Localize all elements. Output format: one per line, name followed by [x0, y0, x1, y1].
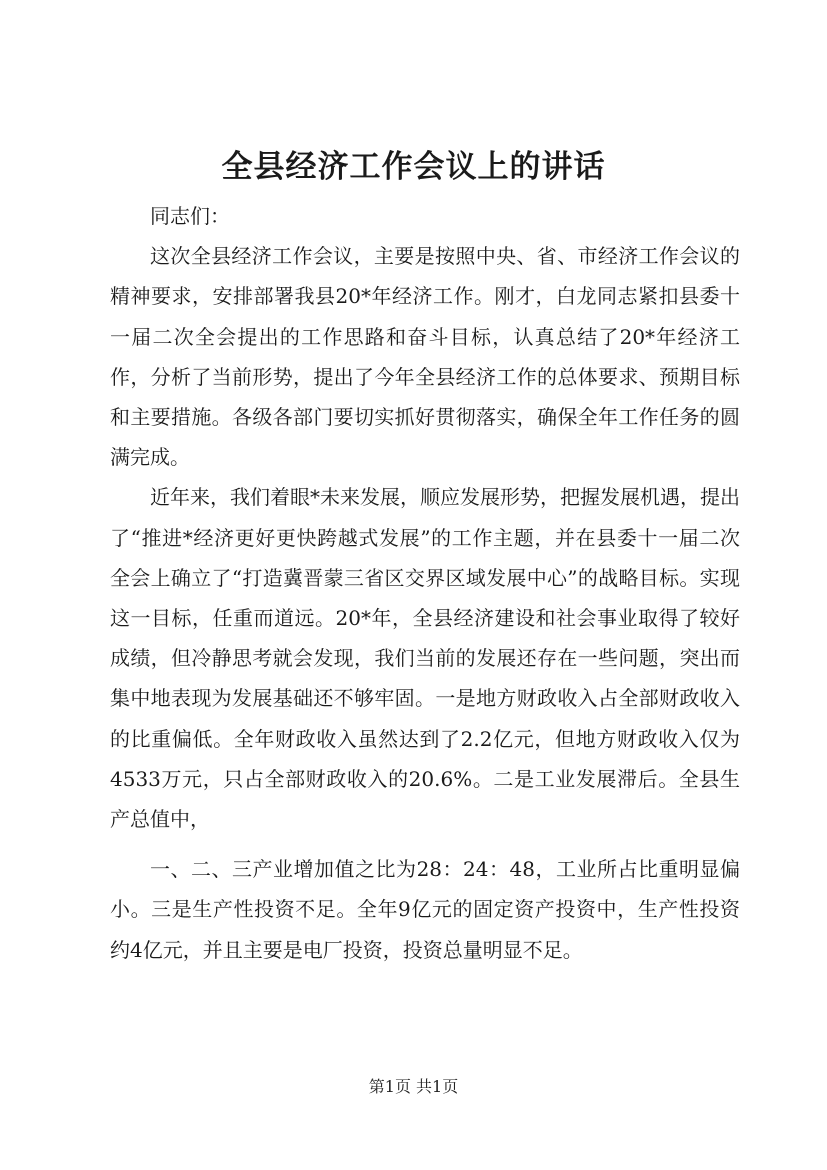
body-paragraph: 近年来，我们着眼*未来发展，顺应发展形势，把握发展机遇，提出了“推进*经济更好更快跨越式发展”的工作主题，并在县委十一届二次全会上确立了“打造冀晋蒙三省区交界区域发展中心”的战略目标。实现这一目标，任重而道远。20*年，全县经济建设和社会事业取得了较好成绩，但冷静思考就会发现，我们当前的发展还存在一些问题，突出而集中地表现为发展基础还不够牢固。一是地方财政收入占全部财政收入的比重偏低。全年财政收入虽然达到了2.2亿元，但地方财政收入仅为4533万元，只占全部财政收入的20.6%。二是工业发展滞后。全县生产总值中，	[110, 485, 740, 832]
body-paragraph: 这次全县经济工作会议，主要是按照中央、省、市经济工作会议的精神要求，安排部署我县20*年经济工作。刚才，白龙同志紧扣县委十一届二次全会提出的工作思路和奋斗目标，认真总结了20*年经济工作，分析了当前形势，提出了今年全县经济工作的总体要求、预期目标和主要措施。各级各部门要切实抓好贯彻落实，确保全年工作任务的圆满完成。	[110, 244, 740, 470]
page-footer: 第1页 共1页	[368, 1077, 459, 1096]
page-title: 全县经济工作会议上的讲话	[221, 149, 606, 185]
document-body	[110, 196, 740, 970]
body-paragraph: 一、二、三产业增加值之比为28：24：48，工业所占比重明显偏小。三是生产性投资不足。全年9亿元的固定资产投资中，生产性投资约4亿元，并且主要是电厂投资，投资总量明显不足。	[110, 857, 740, 962]
salutation-paragraph: 同志们：	[150, 204, 230, 228]
